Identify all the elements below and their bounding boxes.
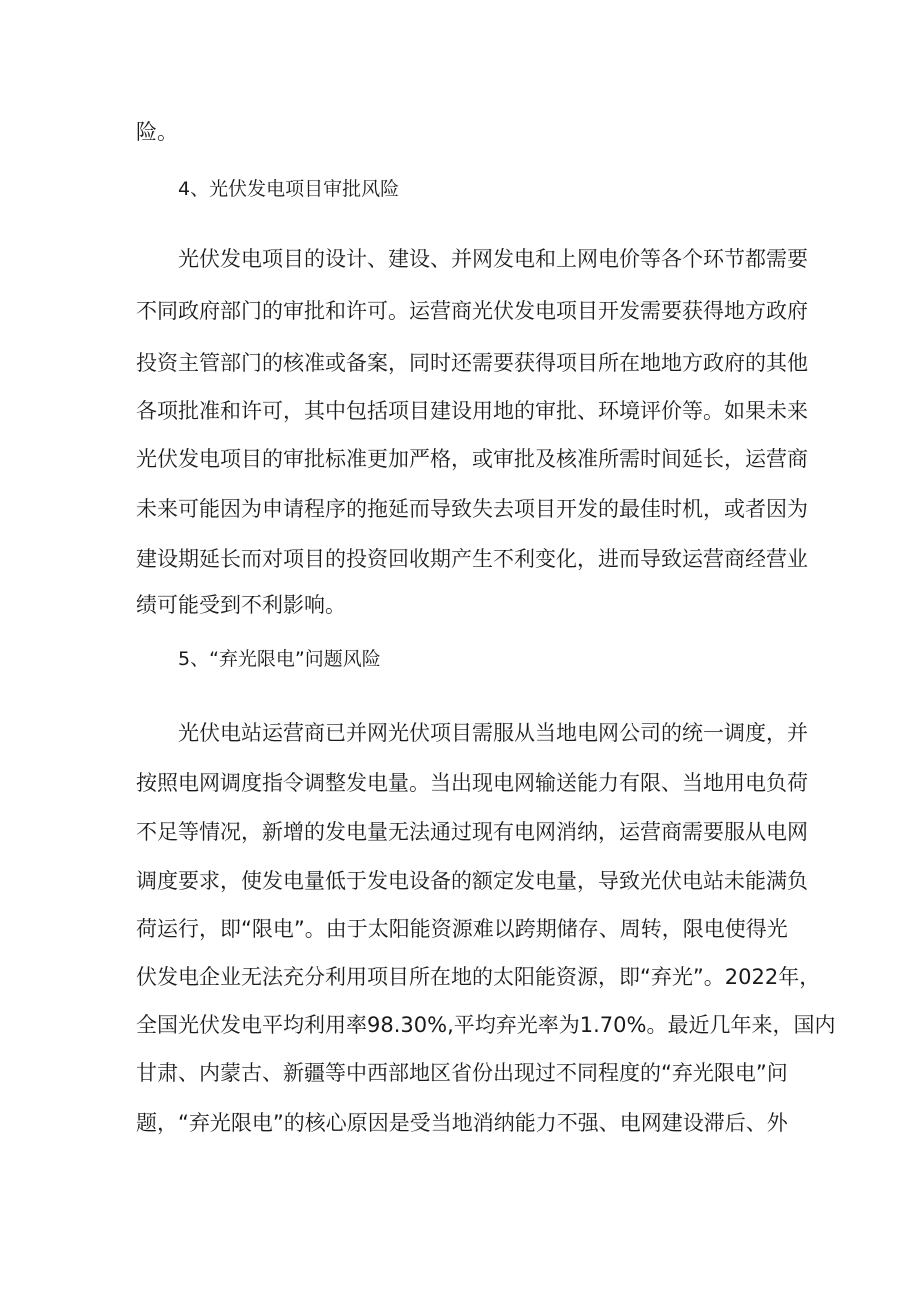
section-4-heading: 4、光伏发电项目审批风险 [178, 178, 400, 200]
section-5-line: 甘肃、内蒙古、新疆等中西部地区省份出现过不同程度的“弃光限电”问 [136, 1061, 788, 1085]
section-4-line: 光伏发电项目的审批标准更加严格，或审批及核准所需时间延长，运营商 [136, 447, 808, 471]
section-5-line: 题，“弃光限电”的核心原因是受当地消纳能力不强、电网建设滞后、外 [136, 1111, 788, 1135]
section-5-line: 光伏电站运营商已并网光伏项目需服从当地电网公司的统一调度，并 [178, 721, 808, 745]
section-5-line: 全国光伏发电平均利用率98.30%,平均弃光率为1.70%。最近几年来，国内 [136, 1013, 836, 1037]
section-4-line: 各项批准和许可，其中包括项目建设用地的审批、环境评价等。如果未来 [136, 399, 808, 423]
section-5-heading: 5、“弃光限电”问题风险 [178, 648, 381, 670]
section-4-line: 绩可能受到不利影响。 [136, 593, 346, 617]
section-5-line: 伏发电企业无法充分利用项目所在地的太阳能资源，即“弃光”。2022年， [136, 965, 821, 989]
section-4-line: 不同政府部门的审批和许可。运营商光伏发电项目开发需要获得地方政府 [136, 299, 808, 323]
section-4-line: 光伏发电项目的设计、建设、并网发电和上网电价等各个环节都需要 [178, 247, 808, 271]
section-4-line: 未来可能因为申请程序的拖延而导致失去项目开发的最佳时机，或者因为 [136, 497, 808, 521]
section-5-line: 荷运行，即“限电”。由于太阳能资源难以跨期储存、周转，限电使得光 [136, 917, 788, 941]
carry-over-text: 险。 [136, 120, 178, 144]
section-4-line: 投资主管部门的核准或备案，同时还需要获得项目所在地地方政府的其他 [136, 351, 808, 375]
section-5-line: 调度要求，使发电量低于发电设备的额定发电量，导致光伏电站未能满负 [136, 869, 808, 893]
section-5-line: 不足等情况，新增的发电量无法通过现有电网消纳，运营商需要服从电网 [136, 820, 808, 844]
section-5-line: 按照电网调度指令调整发电量。当出现电网输送能力有限、当地用电负荷 [136, 771, 808, 795]
section-4-line: 建设期延长而对项目的投资回收期产生不利变化，进而导致运营商经营业 [136, 547, 808, 571]
